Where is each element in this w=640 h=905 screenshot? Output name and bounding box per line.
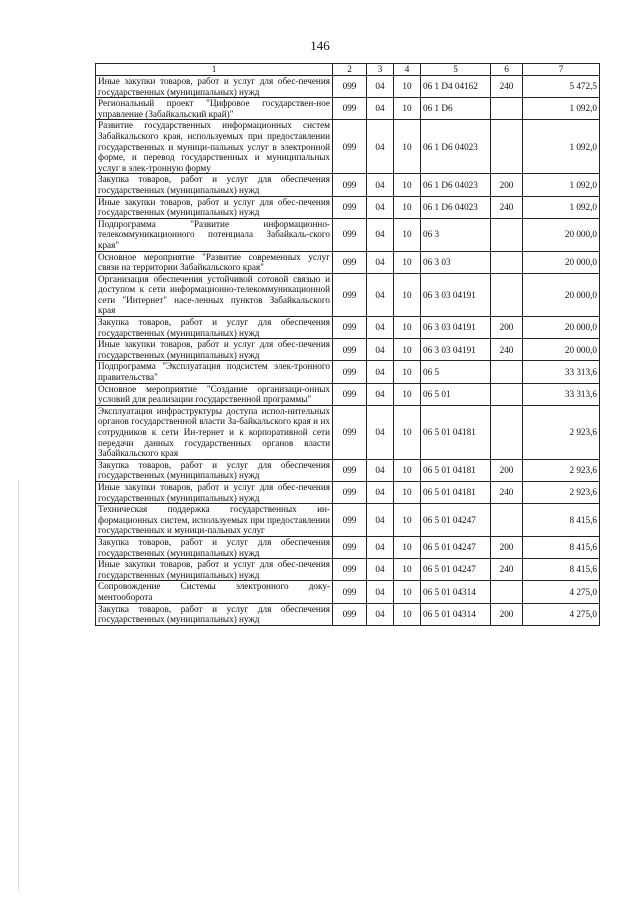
row-subsection-cell: 10	[394, 504, 421, 537]
row-subsection-cell: 10	[394, 603, 421, 625]
scan-edge-line	[18, 480, 19, 890]
row-target-code-cell: 06 3 03 04191	[421, 317, 491, 339]
row-expense-type-cell: 200	[491, 317, 523, 339]
row-name-cell: Эксплуатация инфраструктуры доступа испол-нительных органов государственной власти За-байкальского края и их сотрудников к сети Ин-тернет и к корпоративной сети передачи данных государственных органов власти Забайкальского края	[96, 405, 333, 459]
row-target-code-cell: 06 3	[421, 218, 491, 251]
row-section-cell: 04	[367, 251, 394, 273]
table-row	[96, 120, 600, 174]
row-target-code-cell: 06 3 03 04191	[421, 273, 491, 316]
row-ministry-cell: 099	[333, 196, 367, 218]
row-name-cell: Развитие государственных информационных систем Забайкальского края, используемых при предоставлении государственных и муници-пальных услуг в электронной форме, и перевод государственных и муниципальных услуг в элек-тронную форму	[96, 120, 333, 174]
row-amount-cell: 20 000,0	[523, 218, 600, 251]
row-amount-cell: 33 313,6	[523, 383, 600, 405]
row-subsection-cell: 10	[394, 120, 421, 174]
column-header: 6	[491, 64, 523, 76]
row-name-cell: Закупка товаров, работ и услуг для обеспечения государственных (муниципальных) нужд	[96, 317, 333, 339]
row-ministry-cell: 099	[333, 536, 367, 558]
row-ministry-cell: 099	[333, 76, 367, 98]
row-ministry-cell: 099	[333, 273, 367, 316]
row-name-cell: Организация обеспечения устойчивой сотовой связью и доступом к сети информационно-телекоммуникационной сети "Интернет" насе-ленных пунктов Забайкальского края	[96, 273, 333, 316]
row-target-code-cell: 06 5 01 04247	[421, 504, 491, 537]
row-section-cell: 04	[367, 459, 394, 481]
table-row	[96, 459, 600, 481]
row-name-cell: Иные закупки товаров, работ и услуг для обес-печения государственных (муниципальных) нужд	[96, 76, 333, 98]
row-ministry-cell: 099	[333, 317, 367, 339]
row-amount-cell: 1 092,0	[523, 98, 600, 120]
table-row	[96, 383, 600, 405]
row-expense-type-cell: 240	[491, 481, 523, 503]
row-subsection-cell: 10	[394, 76, 421, 98]
row-ministry-cell: 099	[333, 98, 367, 120]
row-section-cell: 04	[367, 361, 394, 383]
row-section-cell: 04	[367, 273, 394, 316]
row-amount-cell: 4 275,0	[523, 603, 600, 625]
row-section-cell: 04	[367, 504, 394, 537]
row-amount-cell: 20 000,0	[523, 251, 600, 273]
table-row	[96, 504, 600, 537]
column-header: 2	[333, 64, 367, 76]
row-name-cell: Иные закупки товаров, работ и услуг для обес-печения государственных (муниципальных) нужд	[96, 196, 333, 218]
row-section-cell: 04	[367, 481, 394, 503]
row-ministry-cell: 099	[333, 339, 367, 361]
row-name-cell: Иные закупки товаров, работ и услуг для обес-печения государственных (муниципальных) нужд	[96, 339, 333, 361]
row-expense-type-cell: 240	[491, 76, 523, 98]
row-subsection-cell: 10	[394, 317, 421, 339]
table-row	[96, 317, 600, 339]
row-target-code-cell: 06 5 01 04247	[421, 536, 491, 558]
table-row	[96, 361, 600, 383]
row-ministry-cell: 099	[333, 174, 367, 196]
row-amount-cell: 33 313,6	[523, 361, 600, 383]
row-target-code-cell: 06 3 03 04191	[421, 339, 491, 361]
row-target-code-cell: 06 5 01 04314	[421, 603, 491, 625]
row-target-code-cell: 06 5 01 04181	[421, 481, 491, 503]
row-amount-cell: 2 923,6	[523, 405, 600, 459]
row-amount-cell: 5 472,5	[523, 76, 600, 98]
row-name-cell: Техническая поддержка государственных ин-формационных систем, используемых при предоставлении государственных и муници-пальных услуг	[96, 504, 333, 537]
table-row	[96, 405, 600, 459]
row-subsection-cell: 10	[394, 218, 421, 251]
row-expense-type-cell	[491, 120, 523, 174]
row-expense-type-cell: 200	[491, 536, 523, 558]
table-row	[96, 76, 600, 98]
row-name-cell: Закупка товаров, работ и услуг для обеспечения государственных (муниципальных) нужд	[96, 459, 333, 481]
row-section-cell: 04	[367, 196, 394, 218]
row-amount-cell: 2 923,6	[523, 481, 600, 503]
row-target-code-cell: 06 1 D6 04023	[421, 174, 491, 196]
row-subsection-cell: 10	[394, 273, 421, 316]
row-section-cell: 04	[367, 317, 394, 339]
row-name-cell: Основное мероприятие "Создание организаци-онных условий для реализации государственной программы"	[96, 383, 333, 405]
row-ministry-cell: 099	[333, 383, 367, 405]
row-name-cell: Закупка товаров, работ и услуг для обеспечения государственных (муниципальных) нужд	[96, 603, 333, 625]
table-row	[96, 536, 600, 558]
row-name-cell: Сопровождение Системы электронного доку-ментооборота	[96, 581, 333, 603]
table-row	[96, 481, 600, 503]
row-target-code-cell: 06 1 D6	[421, 98, 491, 120]
row-target-code-cell: 06 5 01 04314	[421, 581, 491, 603]
row-section-cell: 04	[367, 581, 394, 603]
row-section-cell: 04	[367, 405, 394, 459]
row-target-code-cell: 06 5 01	[421, 383, 491, 405]
row-subsection-cell: 10	[394, 196, 421, 218]
row-target-code-cell: 06 5 01 04247	[421, 559, 491, 581]
row-section-cell: 04	[367, 120, 394, 174]
row-target-code-cell: 06 5 01 04181	[421, 459, 491, 481]
row-ministry-cell: 099	[333, 504, 367, 537]
row-subsection-cell: 10	[394, 581, 421, 603]
row-expense-type-cell: 240	[491, 196, 523, 218]
row-name-cell: Подпрограмма "Развитие информационно-телекоммуникационного потенциала Забайкаль-ского края"	[96, 218, 333, 251]
budget-table	[95, 63, 600, 626]
row-name-cell: Иные закупки товаров, работ и услуг для обес-печения государственных (муниципальных) нужд	[96, 559, 333, 581]
row-expense-type-cell	[491, 405, 523, 459]
row-target-code-cell: 06 1 D4 04162	[421, 76, 491, 98]
row-section-cell: 04	[367, 218, 394, 251]
row-subsection-cell: 10	[394, 559, 421, 581]
table-row	[96, 251, 600, 273]
row-expense-type-cell: 200	[491, 603, 523, 625]
row-section-cell: 04	[367, 98, 394, 120]
row-section-cell: 04	[367, 76, 394, 98]
row-amount-cell: 1 092,0	[523, 120, 600, 174]
row-name-cell: Подпрограмма "Эксплуатация подсистем элек-тронного правительства"	[96, 361, 333, 383]
row-amount-cell: 1 092,0	[523, 196, 600, 218]
row-expense-type-cell	[491, 98, 523, 120]
row-target-code-cell: 06 1 D6 04023	[421, 196, 491, 218]
row-name-cell: Иные закупки товаров, работ и услуг для обес-печения государственных (муниципальных) нужд	[96, 481, 333, 503]
row-target-code-cell: 06 3 03	[421, 251, 491, 273]
row-ministry-cell: 099	[333, 559, 367, 581]
row-section-cell: 04	[367, 536, 394, 558]
row-subsection-cell: 10	[394, 251, 421, 273]
row-ministry-cell: 099	[333, 603, 367, 625]
row-expense-type-cell	[491, 581, 523, 603]
column-header: 1	[96, 64, 333, 76]
row-ministry-cell: 099	[333, 581, 367, 603]
row-subsection-cell: 10	[394, 174, 421, 196]
row-expense-type-cell	[491, 383, 523, 405]
row-section-cell: 04	[367, 339, 394, 361]
row-section-cell: 04	[367, 559, 394, 581]
row-ministry-cell: 099	[333, 361, 367, 383]
table-row	[96, 196, 600, 218]
table-row	[96, 218, 600, 251]
row-subsection-cell: 10	[394, 361, 421, 383]
row-amount-cell: 20 000,0	[523, 317, 600, 339]
row-subsection-cell: 10	[394, 459, 421, 481]
row-ministry-cell: 099	[333, 120, 367, 174]
row-target-code-cell: 06 1 D6 04023	[421, 120, 491, 174]
row-subsection-cell: 10	[394, 536, 421, 558]
row-amount-cell: 8 415,6	[523, 504, 600, 537]
table-row	[96, 559, 600, 581]
row-subsection-cell: 10	[394, 405, 421, 459]
row-amount-cell: 8 415,6	[523, 559, 600, 581]
table-row	[96, 174, 600, 196]
row-subsection-cell: 10	[394, 481, 421, 503]
table-row	[96, 339, 600, 361]
row-expense-type-cell: 240	[491, 559, 523, 581]
column-header: 5	[421, 64, 491, 76]
row-expense-type-cell	[491, 218, 523, 251]
row-expense-type-cell: 200	[491, 174, 523, 196]
row-name-cell: Закупка товаров, работ и услуг для обеспечения государственных (муниципальных) нужд	[96, 536, 333, 558]
row-target-code-cell: 06 5 01 04181	[421, 405, 491, 459]
table-row	[96, 273, 600, 316]
row-expense-type-cell: 200	[491, 459, 523, 481]
row-ministry-cell: 099	[333, 459, 367, 481]
column-header: 7	[523, 64, 600, 76]
row-amount-cell: 2 923,6	[523, 459, 600, 481]
row-expense-type-cell	[491, 273, 523, 316]
row-subsection-cell: 10	[394, 383, 421, 405]
row-section-cell: 04	[367, 174, 394, 196]
row-section-cell: 04	[367, 383, 394, 405]
row-amount-cell: 1 092,0	[523, 174, 600, 196]
column-number-row	[96, 64, 600, 76]
table-row	[96, 581, 600, 603]
column-header: 4	[394, 64, 421, 76]
row-name-cell: Закупка товаров, работ и услуг для обеспечения государственных (муниципальных) нужд	[96, 174, 333, 196]
row-ministry-cell: 099	[333, 218, 367, 251]
row-subsection-cell: 10	[394, 98, 421, 120]
row-ministry-cell: 099	[333, 251, 367, 273]
row-expense-type-cell: 240	[491, 339, 523, 361]
page-number: 146	[310, 38, 330, 53]
row-target-code-cell: 06 5	[421, 361, 491, 383]
row-ministry-cell: 099	[333, 481, 367, 503]
row-amount-cell: 20 000,0	[523, 339, 600, 361]
table-row	[96, 603, 600, 625]
row-subsection-cell: 10	[394, 339, 421, 361]
row-name-cell: Региональный проект "Цифровое государствен-ное управление (Забайкальский край)"	[96, 98, 333, 120]
row-expense-type-cell	[491, 504, 523, 537]
row-ministry-cell: 099	[333, 405, 367, 459]
row-expense-type-cell	[491, 361, 523, 383]
row-expense-type-cell	[491, 251, 523, 273]
row-amount-cell: 8 415,6	[523, 536, 600, 558]
table-row	[96, 98, 600, 120]
row-amount-cell: 4 275,0	[523, 581, 600, 603]
row-section-cell: 04	[367, 603, 394, 625]
row-amount-cell: 20 000,0	[523, 273, 600, 316]
column-header: 3	[367, 64, 394, 76]
row-name-cell: Основное мероприятие "Развитие современных услуг связи на территории Забайкальского края"	[96, 251, 333, 273]
